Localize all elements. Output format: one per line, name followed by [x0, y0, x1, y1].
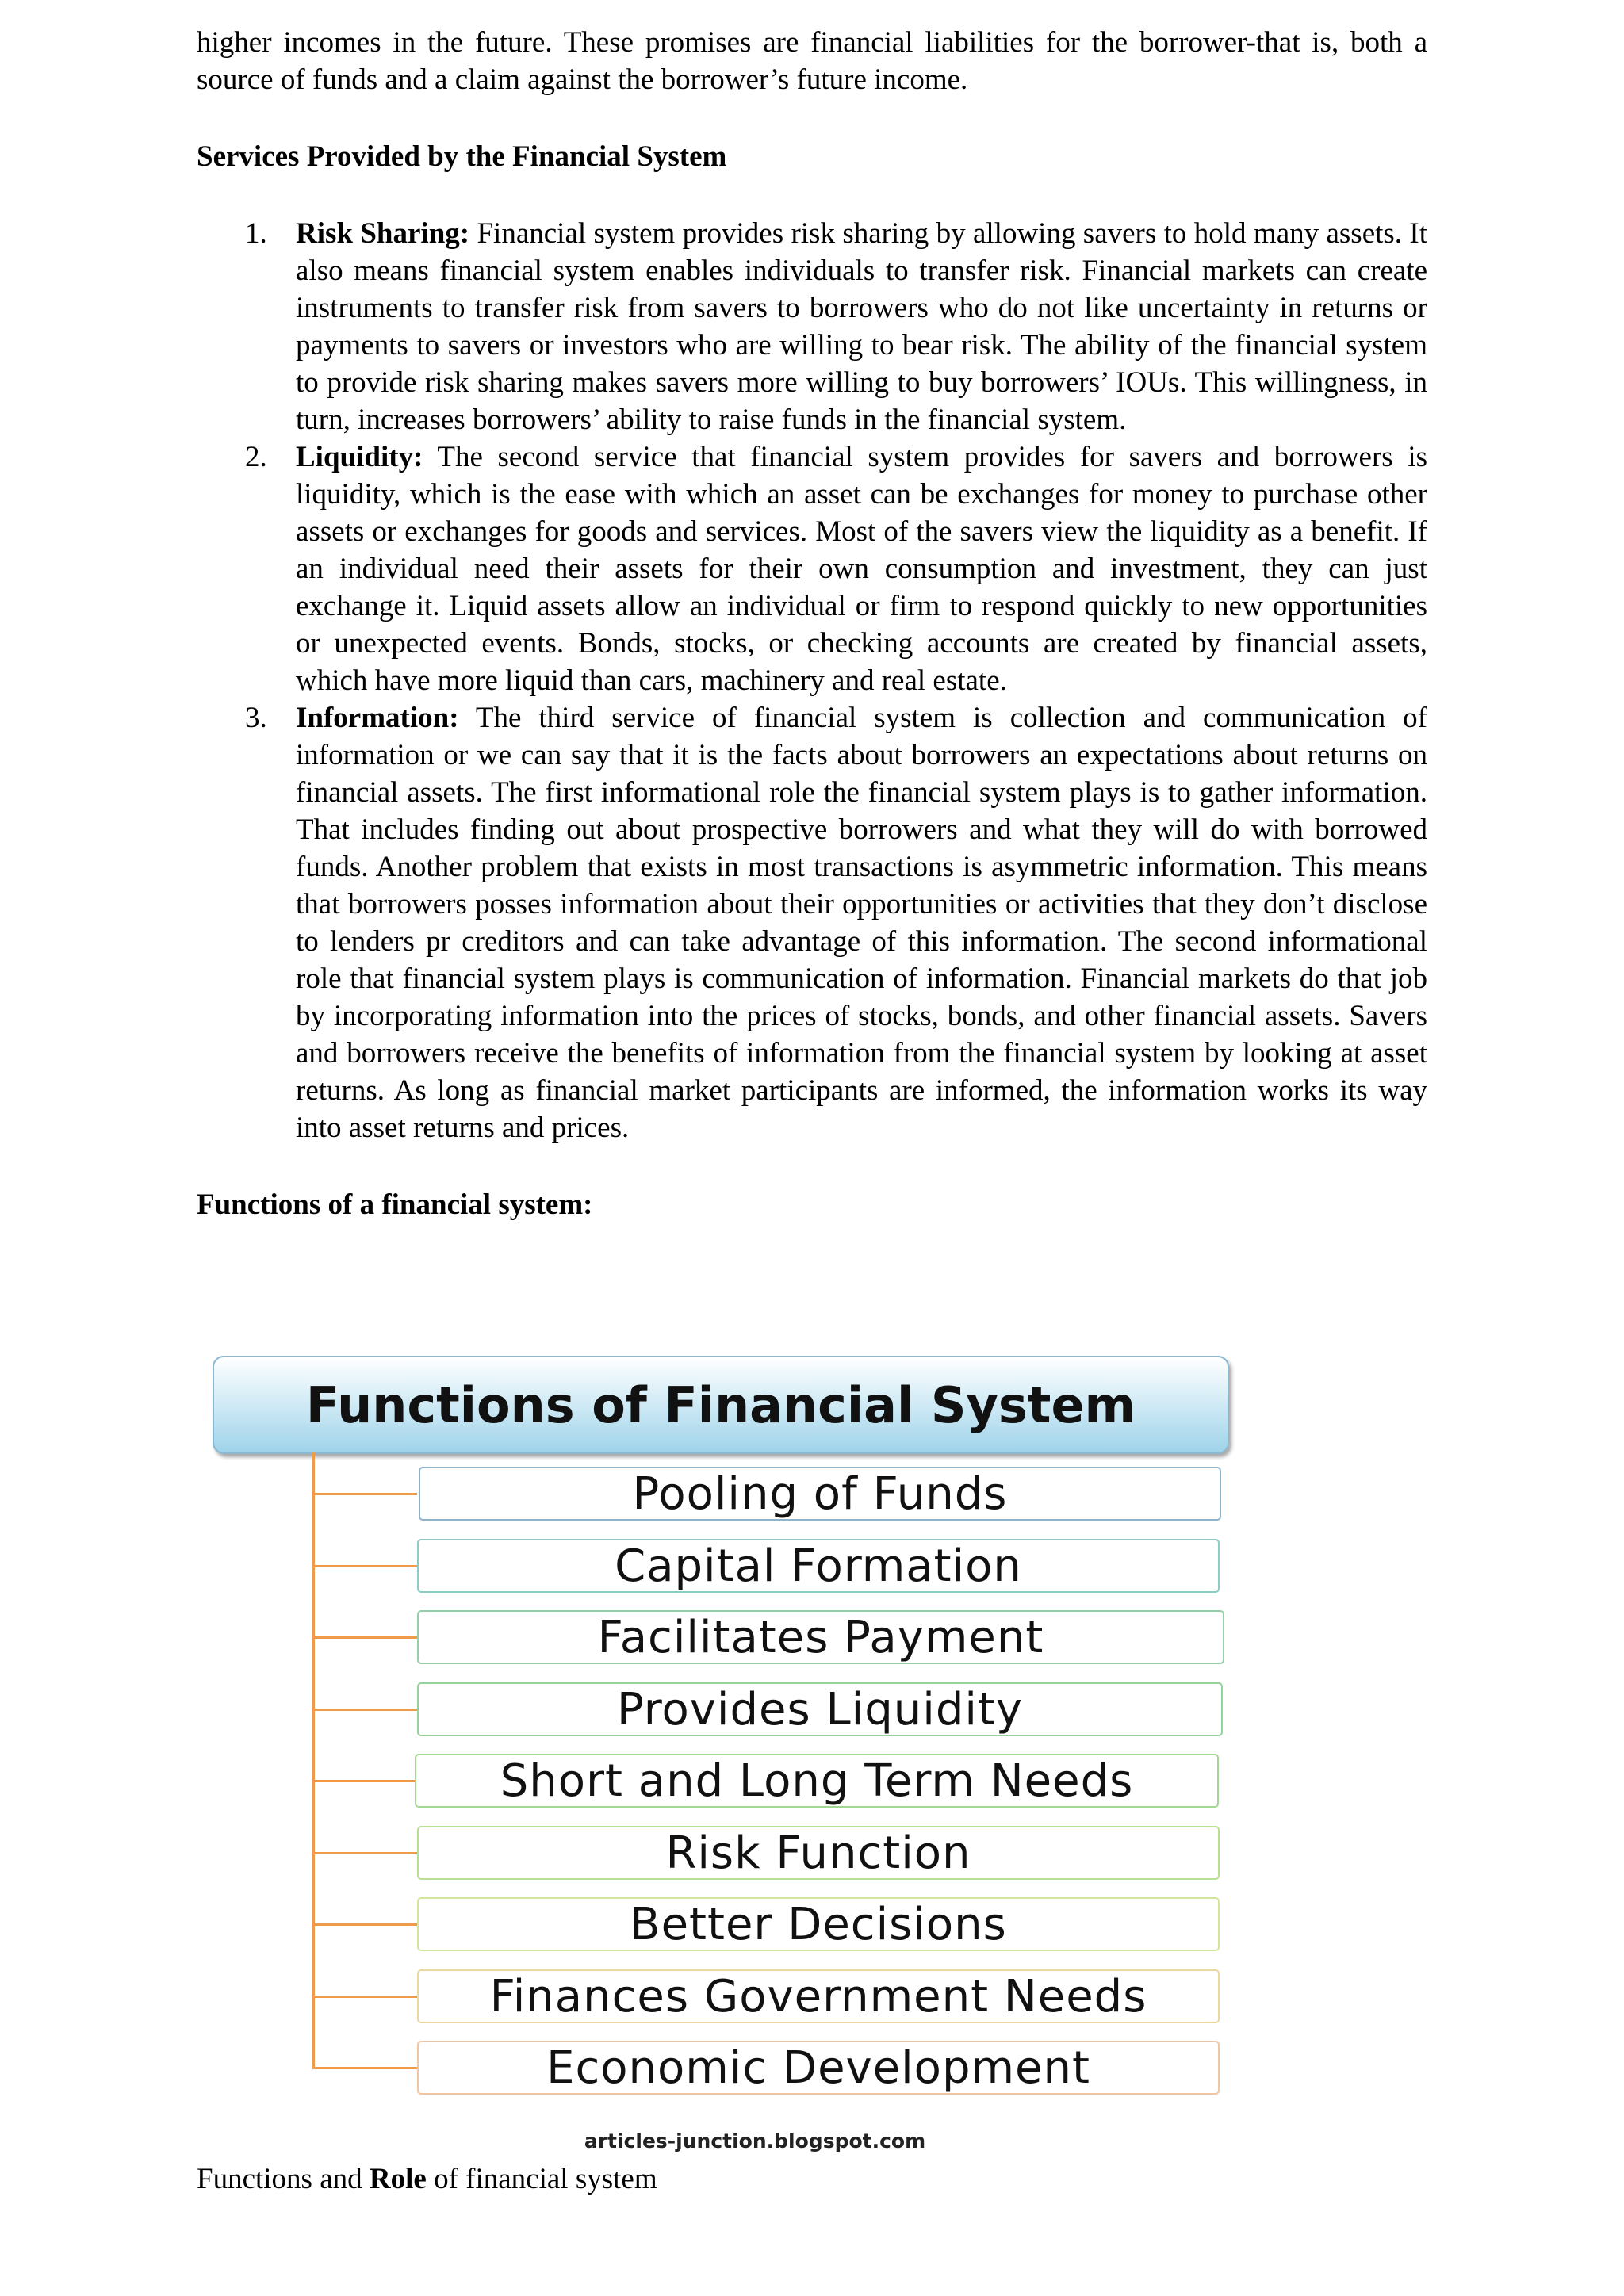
service-item-liquidity [197, 438, 1427, 699]
service-item-risk-sharing [197, 215, 1427, 438]
connector-branch [312, 2067, 417, 2069]
function-box: Short and Long Term Needs [415, 1754, 1219, 1808]
service-text: Financial system provides risk sharing by allowing savers to hold many assets. It also means financial system enables individuals to transfer risk. Financial markets can create instruments to transfer risk from savers to borrowers who do not like uncertainty in returns or payments to savers or investors who are willing to bear risk. The ability of the financial system to provide risk sharing makes savers more willing to buy borrowers’ IOUs. This willingness, in turn, increases borrowers’ ability to raise funds in the financial system. [296, 217, 1428, 436]
caption-text: of financial system [426, 2163, 657, 2195]
connector-branch [312, 1636, 417, 1639]
connector-branch [312, 1923, 417, 1926]
list-number: 3. [245, 702, 267, 734]
function-box: Better Decisions [417, 1897, 1220, 1951]
list-number: 2. [245, 441, 267, 473]
caption-text: Functions and [197, 2163, 370, 2195]
services-list [197, 215, 1427, 1146]
function-box: Capital Formation [417, 1539, 1220, 1593]
connector-trunk [312, 1452, 315, 2068]
function-box: Provides Liquidity [417, 1682, 1223, 1736]
connector-branch [312, 1852, 417, 1854]
document-body [197, 24, 1427, 1223]
function-box: Facilitates Payment [417, 1610, 1224, 1664]
services-heading: Services Provided by the Financial System [197, 140, 727, 173]
connector-branch [312, 1780, 417, 1782]
service-text: The third service of financial system is collection and communication of information or we can say that it is the facts about borrowers an expectations about returns on financial assets. The first informational role the financial system plays is to gather information. That includes finding out about prospective borrowers and what they will do with borrowed funds. Another problem that exists in most transactions is asymmetric information. This means that borrowers posses information about their opportunities or activities that they don’t disclose to lenders pr creditors and can take advantage of this information. The second informational role that financial system plays is communication of information. Financial markets do that job by incorporating information into the prices of stocks, bonds, and other financial assets. Savers and borrowers receive the benefits of information from the financial system by looking at asset returns. As long as financial market participants are informed, the information works its way into asset returns and prices. [296, 702, 1427, 1144]
list-number: 1. [245, 217, 267, 250]
figure-caption [197, 2160, 657, 2198]
caption-bold-text: Role [369, 2163, 427, 2195]
diagram-title: Functions of Financial System [213, 1356, 1229, 1454]
function-box: Risk Function [417, 1826, 1220, 1880]
service-term: Liquidity: [296, 441, 423, 473]
connector-branch [312, 1565, 417, 1567]
connector-branch [312, 1493, 417, 1495]
service-term: Information: [296, 702, 459, 734]
source-watermark: articles-junction.blogspot.com [584, 2130, 926, 2152]
service-text: The second service that financial system provides for savers and borrowers is liquidity, which is the ease with which an asset can be exchanges for money to purchase other assets or exchanges for goods and services. Most of the savers view the liquidity as a benefit. If an individual need their assets for their own consumption and investment, they can just exchange it. Liquid assets allow an individual or firm to respond quickly to new opportunities or unexpected events. Bonds, stocks, or checking accounts are created by financial assets, which have more liquid than cars, machinery and real estate. [296, 441, 1427, 697]
service-item-information [197, 699, 1427, 1146]
functions-heading: Functions of a financial system: [197, 1188, 593, 1221]
connector-branch [312, 1996, 417, 1998]
function-box: Pooling of Funds [419, 1467, 1221, 1521]
service-term: Risk Sharing: [296, 217, 470, 250]
function-box: Economic Development [417, 2041, 1220, 2095]
connector-branch [312, 1709, 417, 1711]
intro-paragraph: higher incomes in the future. These promises are financial liabilities for the borrower-that is, both a source of funds and a claim against the borrower’s future income. [197, 26, 1427, 96]
function-box: Finances Government Needs [417, 1969, 1220, 2023]
functions-diagram [213, 1356, 1235, 2117]
